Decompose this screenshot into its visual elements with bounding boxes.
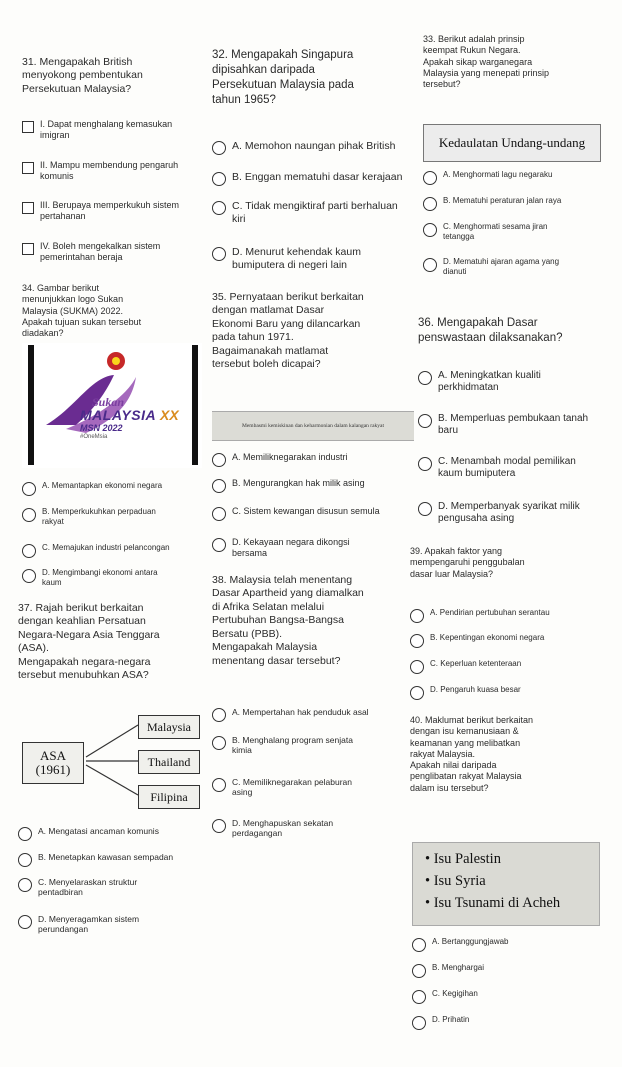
q37-option-b[interactable]: B. Menetapkan kawasan sempadan bbox=[18, 852, 173, 867]
issue-tsunami: Isu Tsunami di Acheh bbox=[433, 895, 561, 911]
checkbox[interactable] bbox=[22, 202, 34, 214]
radio-circle[interactable] bbox=[412, 990, 426, 1004]
asa-root-box: ASA (1961) bbox=[22, 742, 84, 784]
radio-circle[interactable] bbox=[18, 878, 32, 892]
q36-option-b[interactable]: B. Memperluas pembukaan tanah baru bbox=[418, 413, 588, 437]
q40-option-d[interactable]: D. Prihatin bbox=[412, 1015, 469, 1030]
logo-text-hashtag: #OneMsia bbox=[80, 434, 108, 440]
radio-circle[interactable] bbox=[423, 171, 437, 185]
q34-option-b[interactable]: B. Memperkukuhkan perpaduan rakyat bbox=[22, 507, 156, 527]
q36-question: 36. Mengapakah Dasar penswastaan dilaksanakan? bbox=[418, 317, 563, 344]
q38-question: 38. Malaysia telah menentang Dasar Apartheid yang diamalkan di Afrika Selatan melalui Pertubuhan Bangsa-Bangsa Bersatu (PBB). Mengapakah Malaysia menentang dasar tersebut? bbox=[212, 574, 364, 667]
radio-circle[interactable] bbox=[212, 507, 226, 521]
q32-question: 32. Mengapakah Singapura dipisahkan daripada Persekutuan Malaysia pada tahun 1965? bbox=[212, 49, 354, 106]
q39-option-b[interactable]: B. Kepentingan ekonomi negara bbox=[410, 633, 544, 648]
radio-circle[interactable] bbox=[212, 708, 226, 722]
q36-option-a[interactable]: A. Meningkatkan kualiti perkhidmatan bbox=[418, 370, 541, 394]
q40-option-a[interactable]: A. Bertanggungjawab bbox=[412, 937, 509, 952]
radio-circle[interactable] bbox=[412, 1016, 426, 1030]
issue-palestin: Isu Palestin bbox=[433, 851, 501, 867]
radio-circle[interactable] bbox=[18, 827, 32, 841]
radio-circle[interactable] bbox=[412, 938, 426, 952]
radio-circle[interactable] bbox=[212, 201, 226, 215]
radio-circle[interactable] bbox=[410, 609, 424, 623]
radio-circle[interactable] bbox=[212, 453, 226, 467]
q39-option-c[interactable]: C. Keperluan ketenteraan bbox=[410, 659, 521, 674]
asa-member-malaysia: Malaysia bbox=[138, 715, 200, 739]
radio-circle[interactable] bbox=[212, 247, 226, 261]
radio-circle[interactable] bbox=[212, 819, 226, 833]
logo-left-bar bbox=[28, 345, 34, 465]
radio-circle[interactable] bbox=[212, 736, 226, 750]
q37-option-d[interactable]: D. Menyeragamkan sistem perundangan bbox=[18, 914, 139, 935]
q39-option-d[interactable]: D. Pengaruh kuasa besar bbox=[410, 685, 521, 700]
radio-circle[interactable] bbox=[423, 258, 437, 272]
radio-circle[interactable] bbox=[18, 853, 32, 867]
radio-circle[interactable] bbox=[22, 569, 36, 583]
q32-option-d[interactable]: D. Menurut kehendak kaum bumiputera di negeri lain bbox=[212, 246, 361, 272]
q35-option-a[interactable]: A. Memiliknegarakan industri bbox=[212, 452, 348, 467]
q31-option-ii[interactable]: II. Mampu membendung pengaruh komunis bbox=[22, 160, 178, 182]
radio-circle[interactable] bbox=[412, 964, 426, 978]
radio-circle[interactable] bbox=[423, 197, 437, 211]
radio-circle[interactable] bbox=[212, 778, 226, 792]
q33-option-a[interactable]: A. Menghormati lagu negaraku bbox=[423, 170, 552, 185]
q35-question: 35. Pernyataan berikut berkaitan dengan matlamat Dasar Ekonomi Baru yang dilancarkan pada tahun 1971. Bagaimanakah matlamat tersebut boleh dicapai? bbox=[212, 291, 364, 371]
q34-option-c[interactable]: C. Memajukan industri pelancongan bbox=[22, 543, 170, 558]
q31-option-i[interactable]: I. Dapat menghalang kemasukan imigran bbox=[22, 119, 172, 141]
q37-option-c[interactable]: C. Menyelaraskan struktur pentadbiran bbox=[18, 877, 137, 898]
q33-option-b[interactable]: B. Mematuhi peraturan jalan raya bbox=[423, 196, 561, 211]
radio-circle[interactable] bbox=[410, 660, 424, 674]
q33-option-d[interactable]: D. Mematuhi ajaran agama yang dianuti bbox=[423, 257, 559, 277]
q40-issues-box bbox=[412, 842, 600, 926]
radio-circle[interactable] bbox=[212, 538, 226, 552]
q34-option-a[interactable]: A. Memantapkan ekonomi negara bbox=[22, 481, 162, 496]
q40-option-b[interactable]: B. Menghargai bbox=[412, 963, 484, 978]
q33-principle-banner: Kedaulatan Undang-undang bbox=[423, 124, 601, 162]
q38-option-c[interactable]: C. Memiliknegarakan pelaburan asing bbox=[212, 777, 352, 798]
radio-circle[interactable] bbox=[22, 544, 36, 558]
q37-question: 37. Rajah berikut berkaitan dengan keahlian Persatuan Negara-Negara Asia Tenggara (ASA). Mengapakah negara-negara tersebut menubuhkan ASA? bbox=[18, 602, 160, 682]
q38-option-d[interactable]: D. Menghapuskan sekatan perdagangan bbox=[212, 818, 333, 839]
q34-option-d[interactable]: D. Mengimbangi ekonomi antara kaum bbox=[22, 568, 158, 588]
q40-option-c[interactable]: C. Kegigihan bbox=[412, 989, 478, 1004]
q38-option-a[interactable]: A. Mempertahan hak penduduk asal bbox=[212, 707, 369, 722]
radio-circle[interactable] bbox=[212, 141, 226, 155]
logo-text-sukan: Sukan bbox=[92, 395, 125, 409]
bullet-item: • Isu Tsunami di Acheh bbox=[425, 895, 561, 911]
q35-option-b[interactable]: B. Mengurangkan hak milik asing bbox=[212, 478, 365, 493]
q31-question: 31. Mengapakah British menyokong pembentukan Persekutuan Malaysia? bbox=[22, 56, 143, 95]
q39-option-a[interactable]: A. Pendirian pertubuhan serantau bbox=[410, 608, 550, 623]
q35-option-c[interactable]: C. Sistem kewangan disusun semula bbox=[212, 506, 380, 521]
q36-option-c[interactable]: C. Menambah modal pemilikan kaum bumiputera bbox=[418, 456, 576, 480]
asa-member-filipina: Filipina bbox=[138, 785, 200, 809]
sukma-logo bbox=[22, 343, 202, 468]
q32-option-a[interactable]: A. Memohon naungan pihak British bbox=[212, 140, 395, 155]
checkbox[interactable] bbox=[22, 162, 34, 174]
q40-question: 40. Maklumat berikut berkaitan dengan isu kemanusiaan & keamanan yang melibatkan rakyat Malaysia. Apakah nilai daripada penglibatan rakyat Malaysia dalam isu tersebut? bbox=[410, 715, 534, 793]
q31-option-iii[interactable]: III. Berupaya memperkukuh sistem pertahanan bbox=[22, 200, 179, 222]
q31-option-iv[interactable]: IV. Boleh mengekalkan sistem pemerintahan beraja bbox=[22, 241, 160, 263]
q33-option-c[interactable]: C. Menghormati sesama jiran tetangga bbox=[423, 222, 547, 242]
radio-circle[interactable] bbox=[410, 686, 424, 700]
asa-diagram bbox=[18, 705, 203, 820]
radio-circle[interactable] bbox=[22, 482, 36, 496]
asa-member-thailand: Thailand bbox=[138, 750, 200, 774]
q35-option-d[interactable]: D. Kekayaan negara dikongsi bersama bbox=[212, 537, 350, 559]
radio-circle[interactable] bbox=[423, 223, 437, 237]
q39-question: 39. Apakah faktor yang mempengaruhi penggubalan dasar luar Malaysia? bbox=[410, 546, 525, 579]
q38-option-b[interactable]: B. Menghalang program senjata kimia bbox=[212, 735, 353, 756]
q34-question: 34. Gambar berikut menunjukkan logo Sukan Malaysia (SUKMA) 2022. Apakah tujuan sukan tersebut diadakan? bbox=[22, 283, 142, 338]
logo-right-bar bbox=[192, 345, 198, 465]
logo-text-msn: MSN 2022 bbox=[80, 423, 123, 433]
logo-text-xx: XX bbox=[160, 407, 179, 423]
radio-circle[interactable] bbox=[418, 414, 432, 428]
q33-question: 33. Berikut adalah prinsip keempat Rukun Negara. Apakah sikap warganegara Malaysia yang menepati prinsip tersebut? bbox=[423, 34, 550, 89]
radio-circle[interactable] bbox=[410, 634, 424, 648]
checkbox[interactable] bbox=[22, 243, 34, 255]
bullet-item: • Isu Syria bbox=[425, 873, 486, 889]
q32-option-b[interactable]: B. Enggan mematuhi dasar kerajaan bbox=[212, 171, 402, 186]
radio-circle[interactable] bbox=[22, 508, 36, 522]
radio-circle[interactable] bbox=[418, 502, 432, 516]
radio-circle[interactable] bbox=[18, 915, 32, 929]
radio-circle[interactable] bbox=[418, 457, 432, 471]
q37-option-a[interactable]: A. Mengatasi ancaman komunis bbox=[18, 826, 159, 841]
logo-text-malaysia: MALAYSIA bbox=[80, 407, 157, 423]
radio-circle[interactable] bbox=[212, 479, 226, 493]
bullet-item: • Isu Palestin bbox=[425, 851, 501, 867]
q32-option-c[interactable]: C. Tidak mengiktiraf parti berhaluan kiri bbox=[212, 200, 398, 226]
q35-statement-box: Membasmi kemiskinan dan keharmonian dalam kalangan rakyat bbox=[212, 411, 414, 441]
issue-syria: Isu Syria bbox=[433, 873, 486, 889]
q36-option-d[interactable]: D. Memperbanyak syarikat milik pengusaha asing bbox=[418, 501, 580, 525]
radio-circle[interactable] bbox=[418, 371, 432, 385]
checkbox[interactable] bbox=[22, 121, 34, 133]
radio-circle[interactable] bbox=[212, 172, 226, 186]
